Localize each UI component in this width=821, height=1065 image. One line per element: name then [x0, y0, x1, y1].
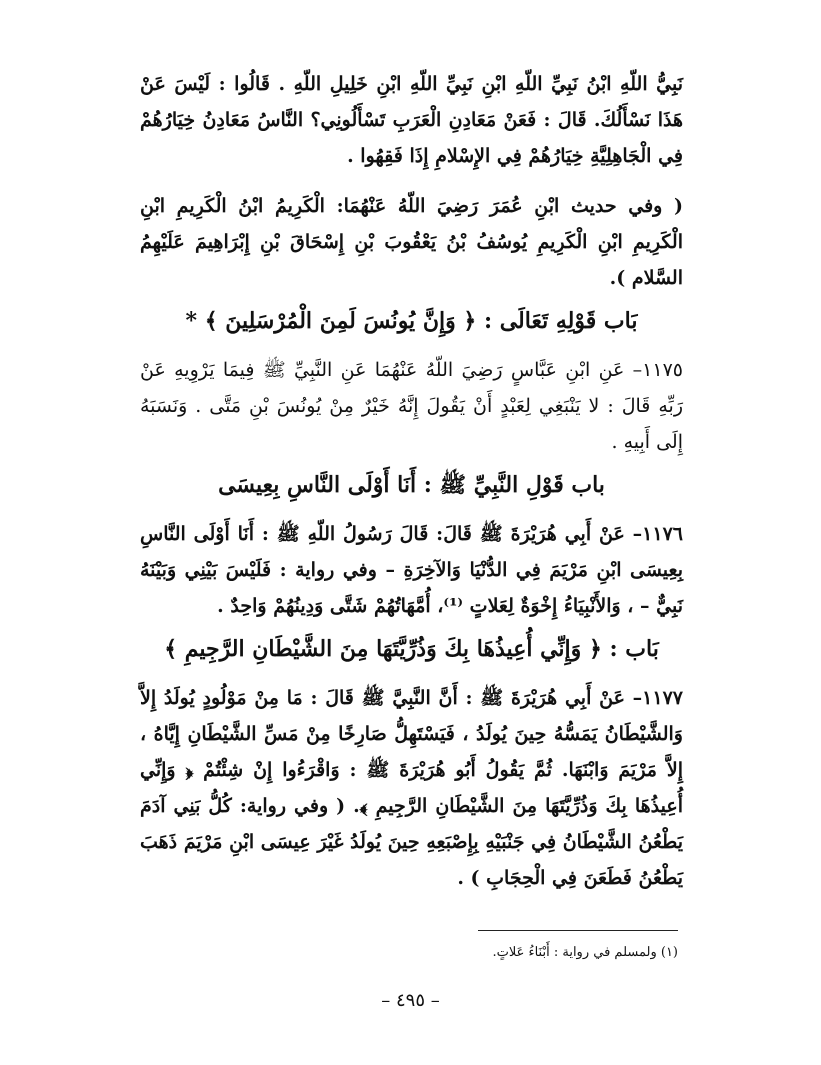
footnote-separator [478, 930, 678, 931]
paragraph-gap [140, 174, 683, 188]
chapter-heading: باب قَوْلِ النَّبِيِّ ﷺ : أَنَا أَوْلَى النَّاسِ بِعِيسَى [218, 472, 605, 498]
hadith-paragraph: ( وفي حديث ابْنِ عُمَرَ رَضِيَ اللّهُ عَنْهُمَا: الْكَرِيمُ ابْنُ الْكَرِيمِ ابْنِ الْكَرِيمِ ابْنِ الْكَرِيمِ يُوسُفُ بْنُ يَعْقُوبَ بْنِ إِسْحَاقَ بْنِ إِبْرَاهِيمَ عَلَيْهِمُ السَّلام ). [140, 195, 683, 289]
chapter-heading: بَاب : ﴿ وَإِنِّي أُعِيذُهَا بِكَ وَذُرِّيَّتَهَا مِنَ الشَّيْطَانِ الرَّجِيمِ ﴾ [164, 636, 659, 662]
chapter-heading: بَاب قَوْلِهِ تَعَالَى : ﴿ وَإِنَّ يُونُسَ لَمِنَ الْمُرْسَلِينَ ﴾ * [185, 308, 638, 334]
footnote: (١) ولمسلم في رواية : أَبْنَاءُ عَلاتٍ. [492, 945, 678, 960]
hadith-paragraph: نَبِيُّ اللّهِ ابْنُ نَبِيِّ اللّهِ ابْنِ نَبِيِّ اللّهِ ابْنِ خَلِيلِ اللّهِ . قَالُوا : لَيْسَ عَنْ هَذَا نَسْأَلُكَ. قَالَ : فَعَنْ مَعَادِنِ الْعَرَبِ تَسْأَلُونِي؟ النَّاسُ مَعَادِنُ خِيَارُهُمْ فِي الْجَاهِلِيَّةِ خِيَارُهُمْ فِي الإِسْلامِ إِذَا فَقِهُوا . [140, 73, 683, 167]
hadith-paragraph: ١١٧٧– عَنْ أَبِي هُرَيْرَةَ ﷺ : أَنَّ النَّبِيَّ ﷺ قَالَ : مَا مِنْ مَوْلُودٍ يُولَدُ إِلاَّ وَالشَّيْطَانُ يَمَسُّهُ حِينَ يُولَدُ ، فَيَسْتَهِلُّ صَارِخًا مِنْ مَسِّ الشَّيْطَانِ إِيَّاهُ ، إِلاَّ مَرْيَمَ وَابْنَهَا. ثُمَّ يَقُولُ أَبُو هُرَيْرَةَ ﷺ : وَاقْرَءُوا إِنْ شِئْتُمْ ﴿ وَإِنِّي أُعِيذُهَا بِكَ وَذُرِّيَّتَهَا مِنَ الشَّيْطَانِ الرَّجِيمِ ﴾. ( وفي رواية: كُلُّ بَنِي آدَمَ يَطْعُنُ الشَّيْطَانُ فِي جَنْبَيْهِ بِإِصْبَعِهِ حِينَ يُولَدُ غَيْرَ عِيسَى ابْنِ مَرْيَمَ ذَهَبَ يَطْعُنُ فَطَعَنَ فِي الْحِجَابِ ) . [140, 687, 683, 889]
hadith-paragraph: ١١٧٥– عَنِ ابْنِ عَبَّاسٍ رَضِيَ اللّهُ عَنْهُمَا عَنِ النَّبِيِّ ﷺ فِيمَا يَرْوِيهِ عَنْ رَبِّهِ قَالَ : لا يَنْبَغِي لِعَبْدٍ أَنْ يَقُولَ إِنَّهُ خَيْرٌ مِنْ يُونُسَ بْنِ مَتَّى . وَنَسَبَهُ إِلَى أَبِيهِ . [140, 359, 683, 453]
page-number: – ٤٩٥ – [381, 990, 440, 1011]
page-content [140, 66, 683, 896]
hadith-paragraph: ١١٧٦– عَنْ أَبِي هُرَيْرَةَ ﷺ قَالَ: قَالَ رَسُولُ اللّهِ ﷺ : أَنَا أَوْلَى النَّاسِ بِعِيسَى ابْنِ مَرْيَمَ فِي الدُّنْيَا وَالآخِرَةِ – وفي رواية : فَلَيْسَ بَيْنِي وَبَيْنَهُ نَبِيٌّ – ، وَالأَنْبِيَاءُ إِخْوَةٌ لِعَلاتٍ ⁽¹⁾، أُمَّهَاتُهُمْ شَتَّى وَدِينُهُمْ وَاحِدٌ . [140, 523, 683, 617]
